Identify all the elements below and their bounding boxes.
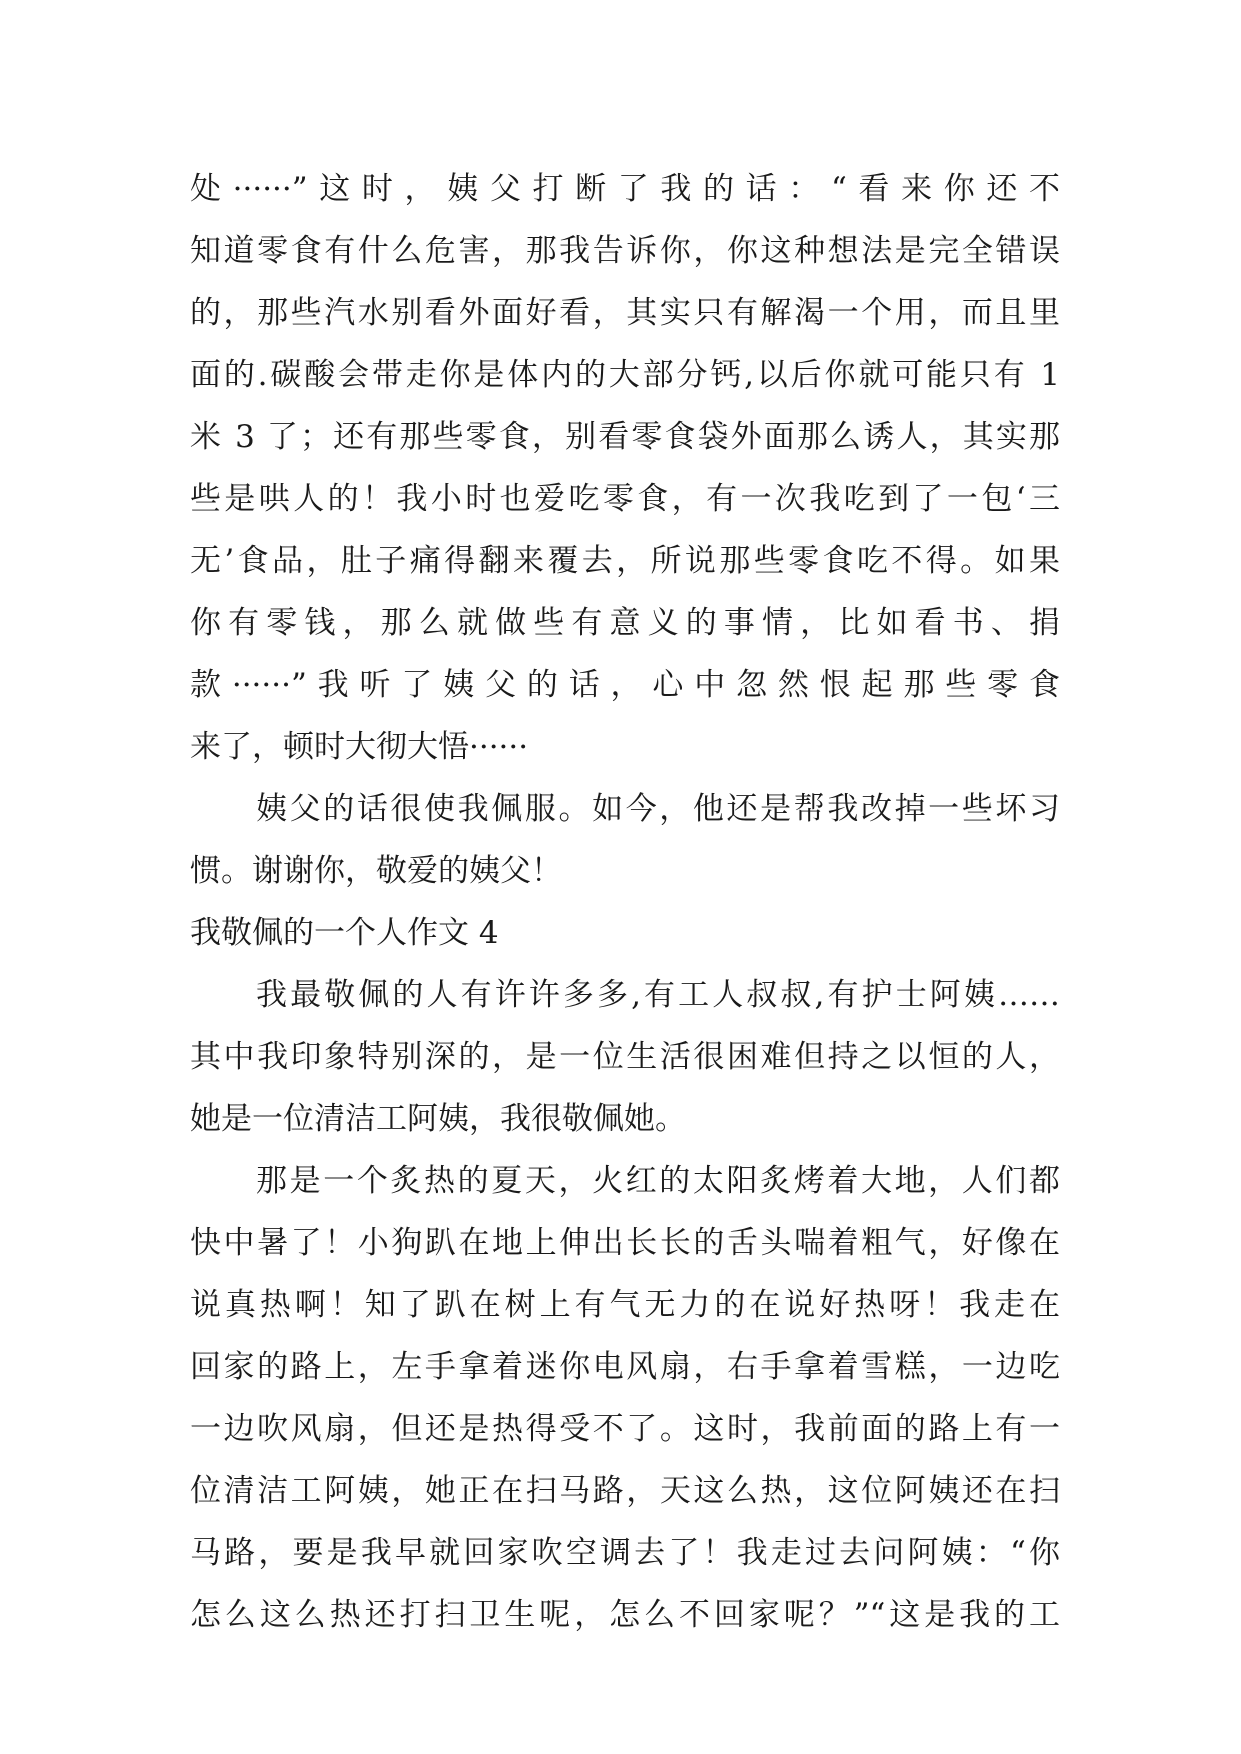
section-heading: 我敬佩的一个人作文 4 <box>190 915 499 951</box>
text-line: 惯。谢谢你，敬爱的姨父！ <box>190 853 562 889</box>
text-line: 说真热啊！知了趴在树上有气无力的在说好热呀！我走在 <box>190 1287 1060 1323</box>
text-line: 回家的路上，左手拿着迷你电风扇，右手拿着雪糕，一边吃 <box>190 1349 1060 1385</box>
text-line: 马路，要是我早就回家吹空调去了！我走过去问阿姨：“你 <box>190 1535 1060 1571</box>
text-line: 你有零钱，那么就做些有意义的事情，比如看书、捐 <box>190 605 1060 641</box>
paragraph-first-line: 那是一个炙热的夏天，火红的太阳炙烤着大地，人们都 <box>256 1163 1060 1199</box>
text-line: 来了，顿时大彻大悟······ <box>190 729 529 765</box>
essay-text <box>190 158 1060 1646</box>
text-line: 怎么这么热还打扫卫生呢，怎么不回家呢？”“这是我的工 <box>190 1597 1060 1633</box>
text-line: 知道零食有什么危害，那我告诉你，你这种想法是完全错误 <box>190 233 1060 269</box>
text-line: 位清洁工阿姨，她正在扫马路，天这么热，这位阿姨还在扫 <box>190 1473 1060 1509</box>
paragraph-first-line: 姨父的话很使我佩服。如今，他还是帮我改掉一些坏习 <box>256 791 1060 827</box>
text-line: 无’食品，肚子痛得翻来覆去，所说那些零食吃不得。如果 <box>190 543 1060 579</box>
paragraph-first-line: 我最敬佩的人有许许多多,有工人叔叔,有护士阿姨…… <box>256 977 1060 1013</box>
text-line: 些是哄人的！我小时也爱吃零食，有一次我吃到了一包‘三 <box>190 481 1060 517</box>
text-line: 款······”我听了姨父的话，心中忽然恨起那些零食 <box>190 667 1060 703</box>
text-line: 的，那些汽水别看外面好看，其实只有解渴一个用，而且里 <box>190 295 1060 331</box>
text-line: 她是一位清洁工阿姨，我很敬佩她。 <box>190 1101 686 1137</box>
text-line: 处······”这时，姨父打断了我的话：“看来你还不 <box>190 171 1060 207</box>
text-line: 快中暑了！小狗趴在地上伸出长长的舌头喘着粗气，好像在 <box>190 1225 1060 1261</box>
text-line: 米 3 了；还有那些零食，别看零食袋外面那么诱人，其实那 <box>190 419 1060 455</box>
text-line: 其中我印象特别深的，是一位生活很困难但持之以恒的人， <box>190 1039 1060 1075</box>
text-line: 面的.碳酸会带走你是体内的大部分钙,以后你就可能只有 1 <box>190 357 1060 393</box>
text-line: 一边吹风扇，但还是热得受不了。这时，我前面的路上有一 <box>190 1411 1060 1447</box>
